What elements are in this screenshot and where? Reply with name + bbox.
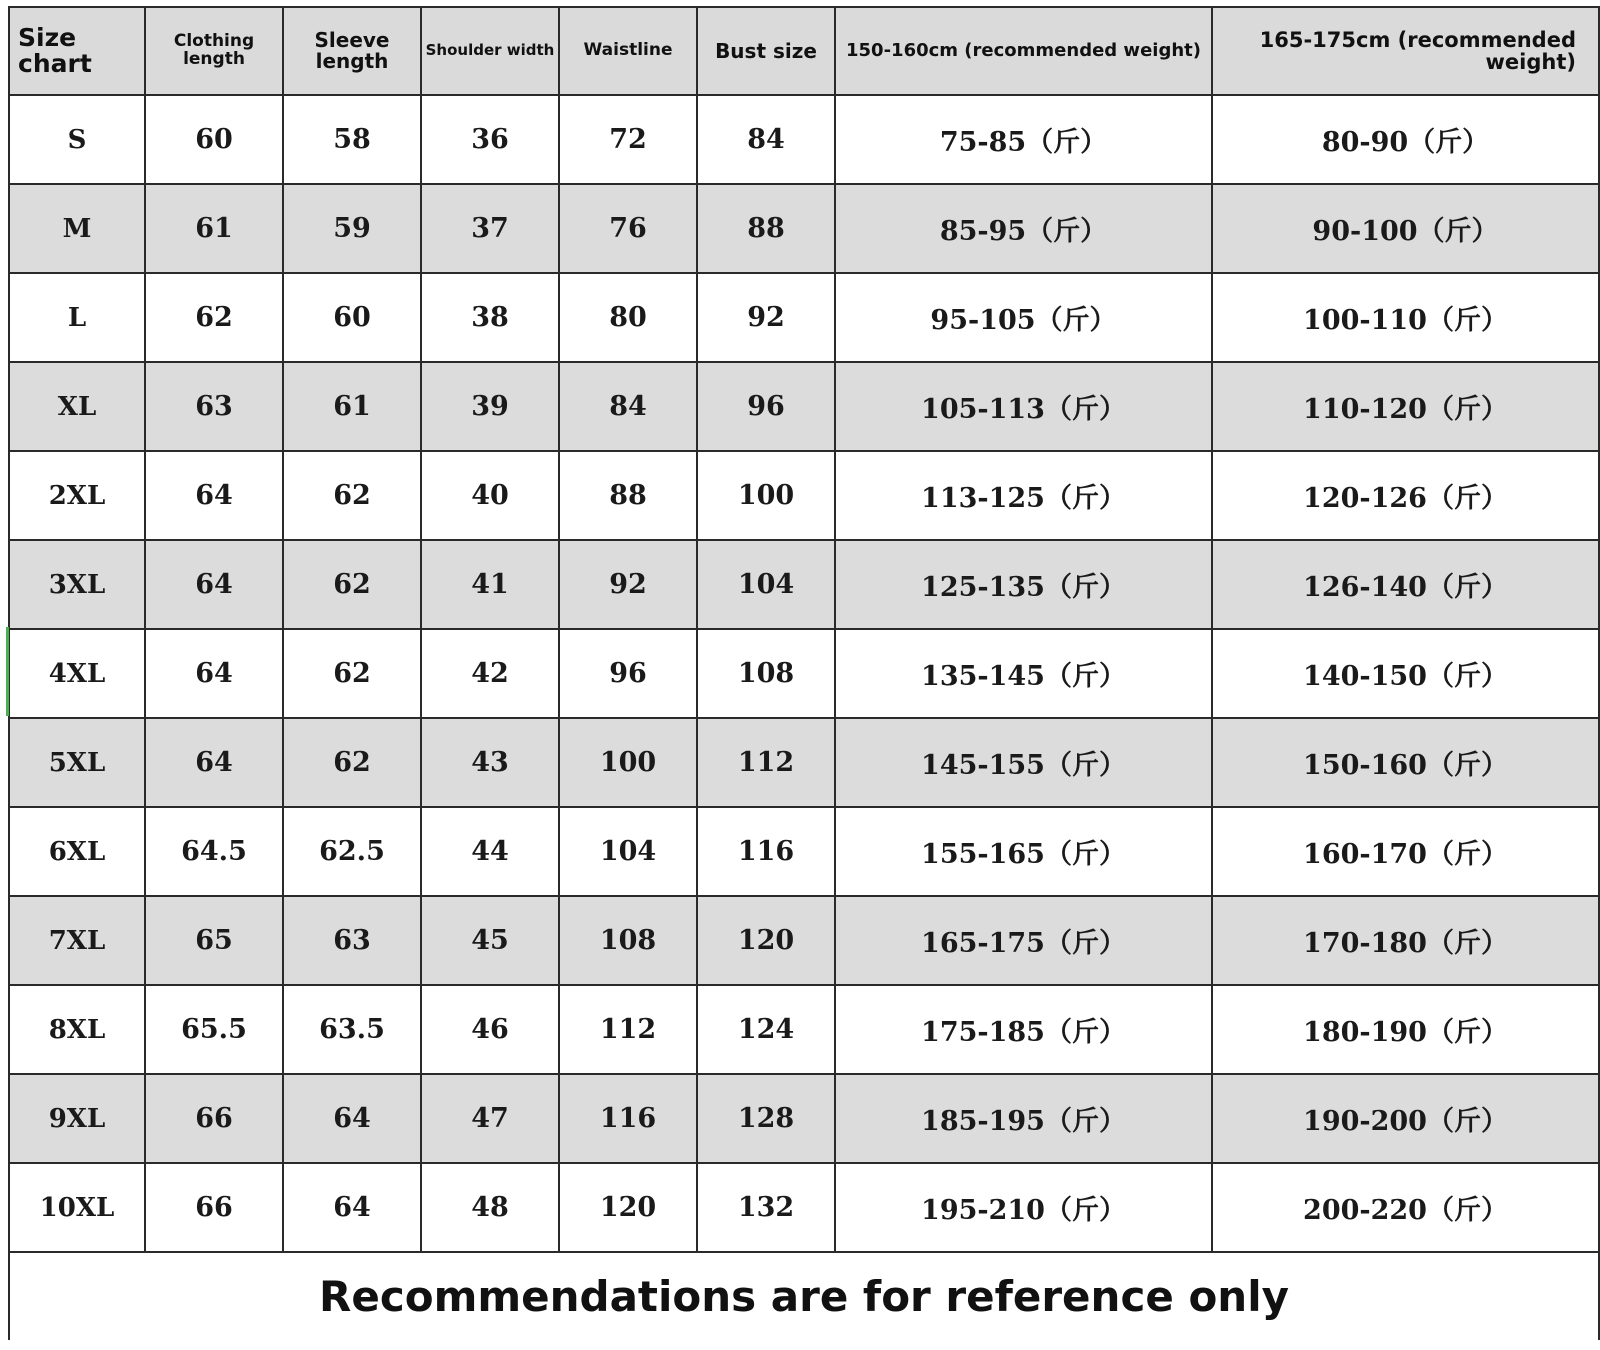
cell-waistline: 108 [559,896,697,985]
table-row [9,184,1599,273]
cell-weight-165-175: 80-90（斤） [1212,95,1599,184]
cell-sleeve-length: 62.5 [283,807,421,896]
cell-size: XL [9,362,145,451]
cell-sleeve-length: 63.5 [283,985,421,1074]
cell-size: M [9,184,145,273]
cell-shoulder-width: 41 [421,540,559,629]
cell-clothing-length: 66 [145,1163,283,1252]
reference-note: Recommendations are for reference only [9,1252,1599,1340]
cell-weight-150-160: 135-145（斤） [835,629,1212,718]
cell-weight-165-175: 180-190（斤） [1212,985,1599,1074]
cell-weight-165-175: 126-140（斤） [1212,540,1599,629]
table-row [9,985,1599,1074]
cell-bust-size: 88 [697,184,835,273]
cell-sleeve-length: 63 [283,896,421,985]
cell-weight-150-160: 125-135（斤） [835,540,1212,629]
cell-sleeve-length: 60 [283,273,421,362]
cell-size: 3XL [9,540,145,629]
cell-size: L [9,273,145,362]
cell-clothing-length: 62 [145,273,283,362]
header-weight-150-160: 150-160cm (recommended weight) [835,7,1212,95]
cell-sleeve-length: 62 [283,718,421,807]
cell-shoulder-width: 45 [421,896,559,985]
cell-sleeve-length: 59 [283,184,421,273]
cell-waistline: 72 [559,95,697,184]
row-highlight-marker [6,627,9,716]
cell-size: 6XL [9,807,145,896]
cell-waistline: 80 [559,273,697,362]
cell-clothing-length: 61 [145,184,283,273]
size-chart-table [8,6,1600,1340]
cell-shoulder-width: 47 [421,1074,559,1163]
cell-weight-165-175: 120-126（斤） [1212,451,1599,540]
cell-waistline: 96 [559,629,697,718]
cell-bust-size: 120 [697,896,835,985]
header-row [9,7,1599,95]
cell-size: 4XL [9,629,145,718]
header-waistline: Waistline [559,7,697,95]
cell-shoulder-width: 38 [421,273,559,362]
table-row [9,807,1599,896]
cell-waistline: 88 [559,451,697,540]
cell-size: S [9,95,145,184]
cell-clothing-length: 64.5 [145,807,283,896]
cell-weight-150-160: 95-105（斤） [835,273,1212,362]
cell-weight-165-175: 100-110（斤） [1212,273,1599,362]
cell-weight-150-160: 85-95（斤） [835,184,1212,273]
cell-sleeve-length: 62 [283,451,421,540]
cell-weight-165-175: 90-100（斤） [1212,184,1599,273]
cell-weight-150-160: 195-210（斤） [835,1163,1212,1252]
cell-bust-size: 92 [697,273,835,362]
table-row [9,896,1599,985]
header-weight-165-175: 165-175cm (recommended weight) [1212,7,1599,95]
cell-shoulder-width: 42 [421,629,559,718]
cell-shoulder-width: 39 [421,362,559,451]
cell-bust-size: 84 [697,95,835,184]
cell-shoulder-width: 40 [421,451,559,540]
cell-sleeve-length: 62 [283,629,421,718]
cell-waistline: 84 [559,362,697,451]
cell-weight-165-175: 170-180（斤） [1212,896,1599,985]
cell-sleeve-length: 64 [283,1163,421,1252]
cell-bust-size: 100 [697,451,835,540]
cell-shoulder-width: 36 [421,95,559,184]
table-row [9,451,1599,540]
cell-size: 2XL [9,451,145,540]
cell-weight-165-175: 110-120（斤） [1212,362,1599,451]
cell-bust-size: 108 [697,629,835,718]
cell-waistline: 104 [559,807,697,896]
cell-bust-size: 132 [697,1163,835,1252]
cell-clothing-length: 65 [145,896,283,985]
cell-bust-size: 116 [697,807,835,896]
cell-clothing-length: 64 [145,540,283,629]
cell-weight-150-160: 145-155（斤） [835,718,1212,807]
cell-shoulder-width: 46 [421,985,559,1074]
cell-weight-150-160: 185-195（斤） [835,1074,1212,1163]
cell-waistline: 112 [559,985,697,1074]
cell-sleeve-length: 64 [283,1074,421,1163]
cell-weight-165-175: 140-150（斤） [1212,629,1599,718]
cell-weight-150-160: 155-165（斤） [835,807,1212,896]
cell-waistline: 92 [559,540,697,629]
header-sleeve-length: Sleeve length [283,7,421,95]
cell-size: 5XL [9,718,145,807]
cell-bust-size: 104 [697,540,835,629]
cell-weight-165-175: 190-200（斤） [1212,1074,1599,1163]
cell-sleeve-length: 62 [283,540,421,629]
cell-weight-165-175: 160-170（斤） [1212,807,1599,896]
cell-clothing-length: 64 [145,451,283,540]
cell-clothing-length: 60 [145,95,283,184]
footer-row [9,1252,1599,1340]
cell-shoulder-width: 43 [421,718,559,807]
table-row [9,95,1599,184]
cell-waistline: 120 [559,1163,697,1252]
cell-sleeve-length: 58 [283,95,421,184]
table-row [9,273,1599,362]
cell-weight-150-160: 175-185（斤） [835,985,1212,1074]
cell-waistline: 100 [559,718,697,807]
cell-weight-150-160: 113-125（斤） [835,451,1212,540]
cell-sleeve-length: 61 [283,362,421,451]
cell-bust-size: 128 [697,1074,835,1163]
cell-shoulder-width: 37 [421,184,559,273]
cell-shoulder-width: 48 [421,1163,559,1252]
cell-weight-165-175: 200-220（斤） [1212,1163,1599,1252]
cell-weight-150-160: 75-85（斤） [835,95,1212,184]
header-size: Size chart [9,7,145,95]
cell-clothing-length: 66 [145,1074,283,1163]
table-row [9,718,1599,807]
table-row [9,1074,1599,1163]
cell-waistline: 116 [559,1074,697,1163]
cell-clothing-length: 63 [145,362,283,451]
cell-weight-150-160: 165-175（斤） [835,896,1212,985]
cell-bust-size: 96 [697,362,835,451]
table-body [9,95,1599,1252]
table-row [9,629,1599,718]
cell-bust-size: 112 [697,718,835,807]
cell-size: 7XL [9,896,145,985]
table-row [9,362,1599,451]
cell-bust-size: 124 [697,985,835,1074]
table-row [9,1163,1599,1252]
cell-size: 9XL [9,1074,145,1163]
cell-weight-150-160: 105-113（斤） [835,362,1212,451]
cell-weight-165-175: 150-160（斤） [1212,718,1599,807]
header-bust-size: Bust size [697,7,835,95]
header-shoulder-width: Shoulder width [421,7,559,95]
table-row [9,540,1599,629]
cell-clothing-length: 64 [145,718,283,807]
cell-shoulder-width: 44 [421,807,559,896]
header-clothing-length: Clothing length [145,7,283,95]
cell-size: 8XL [9,985,145,1074]
cell-clothing-length: 65.5 [145,985,283,1074]
cell-clothing-length: 64 [145,629,283,718]
cell-waistline: 76 [559,184,697,273]
cell-size: 10XL [9,1163,145,1252]
